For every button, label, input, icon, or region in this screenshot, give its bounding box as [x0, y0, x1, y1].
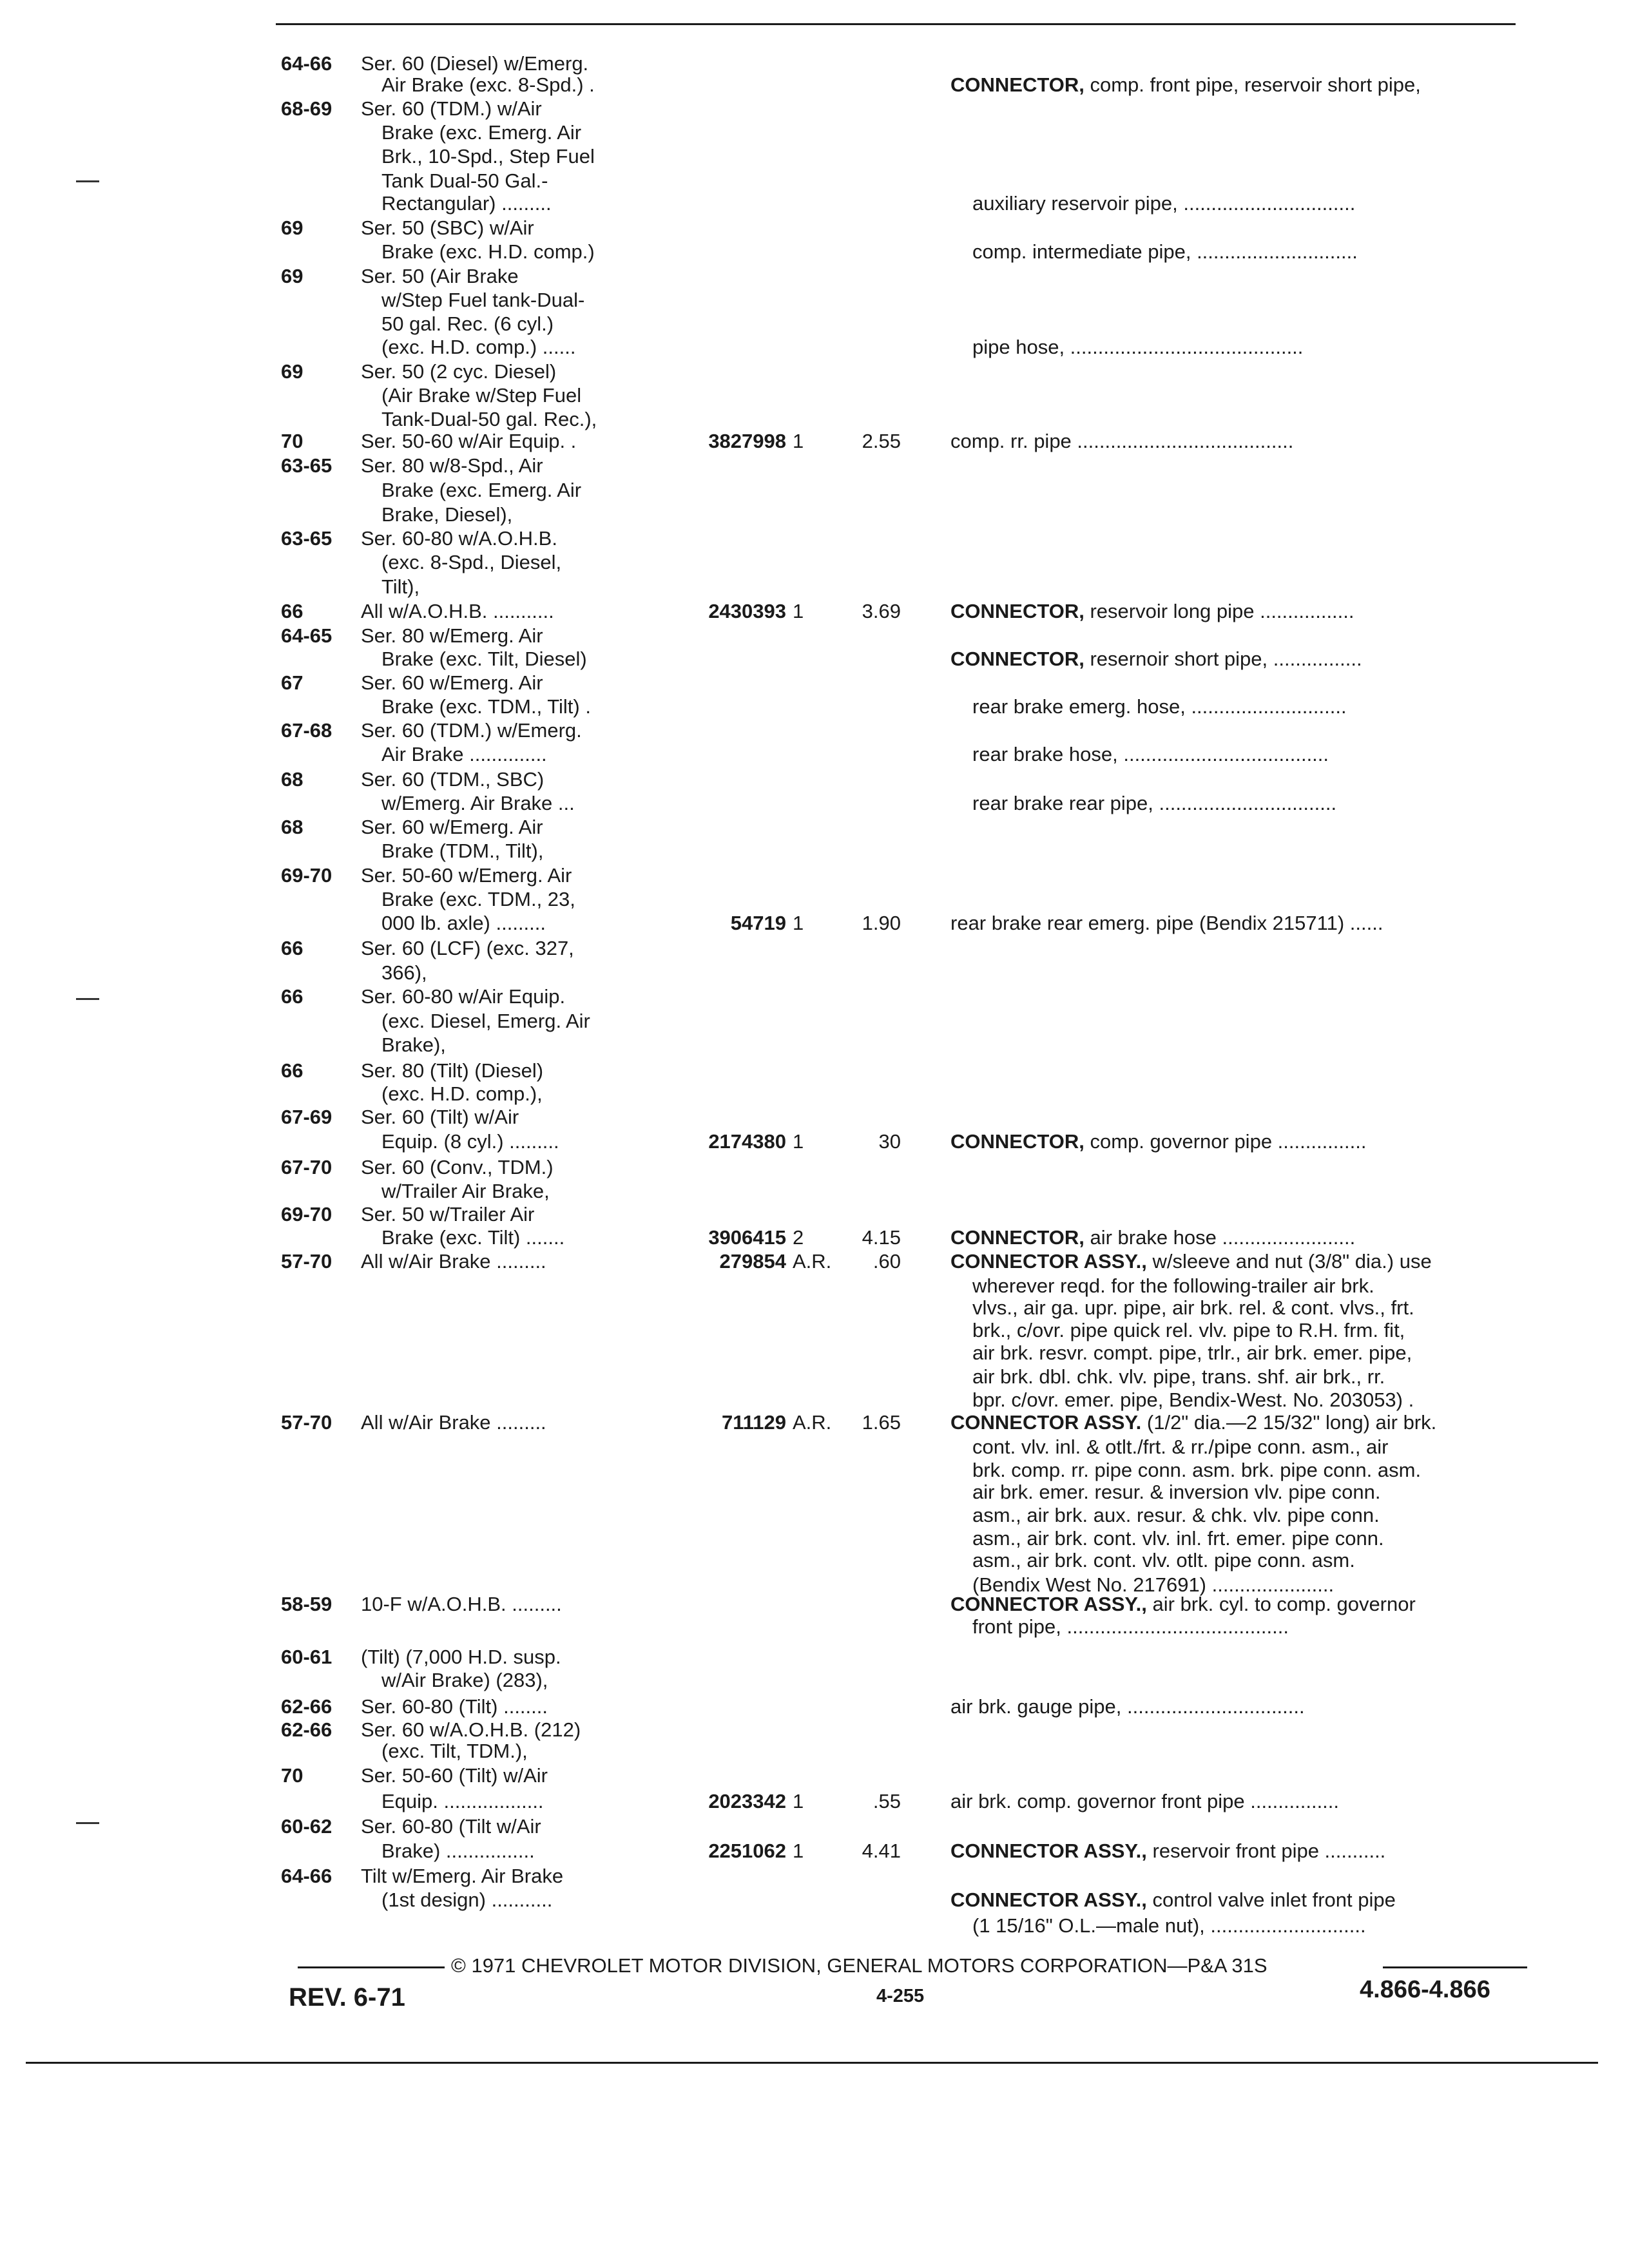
- part-name: CONNECTOR,: [950, 1130, 1090, 1153]
- part-description: [950, 1695, 1305, 1718]
- part-number: 711129: [721, 1411, 786, 1434]
- part-number: 54719: [730, 912, 786, 934]
- model-year: 64-65: [281, 624, 333, 647]
- application: Ser. 80 w/Emerg. Air: [361, 624, 543, 647]
- part-detail: w/sleeve and nut (3/8" dia.) use: [1152, 1250, 1432, 1273]
- footer-rule-right: [1383, 1966, 1527, 1968]
- application: Ser. 60 w/A.O.H.B. (212): [361, 1718, 581, 1741]
- copyright-line: © 1971 CHEVROLET MOTOR DIVISION, GENERAL MOTORS CORPORATION—P&A 31S: [451, 1954, 1268, 1977]
- application: Ser. 60-80 (Tilt) ........: [361, 1695, 548, 1718]
- quantity: 1: [793, 1790, 804, 1812]
- application: Ser. 60 (Diesel) w/Emerg.: [361, 52, 589, 75]
- part-detail: asm., air brk. aux. resur. & chk. vlv. pipe conn.: [972, 1504, 1380, 1526]
- application: Ser. 60-80 w/Air Equip.: [361, 985, 566, 1008]
- application: Air Brake ..............: [381, 743, 547, 765]
- application: Equip. (8 cyl.) .........: [381, 1130, 559, 1153]
- application: Brake (exc. TDM., Tilt) .: [381, 695, 591, 718]
- model-year: 69: [281, 360, 304, 383]
- part-detail: comp. intermediate pipe, .............................: [972, 240, 1358, 263]
- part-detail: cont. vlv. inl. & otlt./frt. & rr./pipe conn. asm., air: [972, 1436, 1389, 1458]
- part-detail: comp. rr. pipe .......................................: [950, 430, 1294, 452]
- application: Ser. 60 (TDM.) w/Air: [361, 97, 542, 120]
- price: .60: [872, 1250, 901, 1273]
- application: Brake (TDM., Tilt),: [381, 840, 544, 862]
- scan-mark: [76, 1822, 99, 1824]
- part-detail: vlvs., air ga. upr. pipe, air brk. rel. & cont. vlvs., frt.: [972, 1296, 1414, 1319]
- application: (exc. H.D. comp.) ......: [381, 336, 576, 358]
- model-year: 58-59: [281, 1593, 333, 1615]
- price: 4.15: [862, 1226, 901, 1249]
- part-description: [972, 335, 1303, 359]
- page-number: 4-255: [876, 1986, 925, 2006]
- application: Brk., 10-Spd., Step Fuel: [381, 145, 595, 168]
- model-year: 60-61: [281, 1646, 333, 1668]
- part-detail: air brk. gauge pipe, ................................: [950, 1695, 1305, 1718]
- part-name: CONNECTOR,: [950, 648, 1090, 670]
- part-description: [972, 1318, 1405, 1342]
- model-year: 57-70: [281, 1411, 333, 1434]
- model-year: 67-69: [281, 1106, 333, 1128]
- part-number: 2430393: [708, 600, 786, 622]
- top-rule: [276, 23, 1516, 25]
- model-year: 68-69: [281, 97, 333, 120]
- application: Ser. 60 w/Emerg. Air: [361, 671, 543, 694]
- application: Ser. 50-60 w/Air Equip. .: [361, 430, 577, 452]
- model-year: 67-68: [281, 719, 333, 742]
- part-name: CONNECTOR,: [950, 1226, 1090, 1249]
- application: Ser. 60 (LCF) (exc. 327,: [361, 937, 574, 959]
- part-description: [950, 599, 1354, 623]
- application: Ser. 50 (Air Brake: [361, 265, 519, 287]
- part-number: 279854: [719, 1250, 786, 1273]
- part-detail: air brake hose ........................: [1090, 1226, 1356, 1249]
- part-description: [972, 791, 1336, 815]
- part-description: [972, 742, 1329, 766]
- quantity: 1: [793, 912, 804, 934]
- application: Ser. 60-80 (Tilt w/Air: [361, 1815, 541, 1838]
- application: All w/A.O.H.B. ...........: [361, 600, 554, 622]
- part-description: [950, 1225, 1355, 1249]
- part-description: [972, 1365, 1385, 1389]
- part-detail: comp. governor pipe ................: [1090, 1130, 1367, 1153]
- part-description: [950, 1888, 1396, 1912]
- application: 50 gal. Rec. (6 cyl.): [381, 312, 554, 335]
- application: Ser. 60 w/Emerg. Air: [361, 816, 543, 838]
- part-name: CONNECTOR ASSY.,: [950, 1888, 1153, 1911]
- application: Ser. 50-60 w/Emerg. Air: [361, 864, 572, 887]
- part-detail: (Bendix West No. 217691) ......................: [972, 1573, 1335, 1596]
- part-detail: air brk. comp. governor front pipe ................: [950, 1790, 1340, 1812]
- part-detail: control valve inlet front pipe: [1152, 1888, 1396, 1911]
- part-detail: reservoir front pipe ...........: [1152, 1840, 1386, 1862]
- part-detail: air brk. dbl. chk. vlv. pipe, trans. shf. air brk., rr.: [972, 1365, 1385, 1388]
- part-detail: auxiliary reservoir pipe, ...............................: [972, 192, 1356, 215]
- part-name: CONNECTOR ASSY.,: [950, 1593, 1153, 1615]
- application: Brake (exc. Tilt) .......: [381, 1226, 565, 1249]
- part-detail: (1 15/16" O.L.—male nut), ............................: [972, 1914, 1366, 1937]
- part-description: [950, 1129, 1366, 1153]
- application: Brake (exc. Tilt, Diesel): [381, 648, 587, 670]
- part-detail: air brk. cyl. to comp. governor: [1152, 1593, 1416, 1615]
- application: Ser. 50 w/Trailer Air: [361, 1203, 535, 1225]
- part-name: CONNECTOR ASSY.,: [950, 1250, 1153, 1273]
- part-description: [972, 191, 1355, 215]
- application: Brake),: [381, 1033, 446, 1056]
- price: 1.65: [862, 1411, 901, 1434]
- part-description: [972, 1296, 1414, 1320]
- model-year: 69-70: [281, 864, 333, 887]
- part-description: [950, 1839, 1385, 1863]
- application: (exc. H.D. comp.),: [381, 1082, 543, 1105]
- model-year: 66: [281, 1059, 304, 1082]
- part-description: [972, 695, 1347, 718]
- part-description: [972, 1435, 1389, 1459]
- part-description: [972, 1526, 1384, 1550]
- application: (exc. Tilt, TDM.),: [381, 1740, 528, 1762]
- model-year: 66: [281, 985, 304, 1008]
- application: w/Air Brake) (283),: [381, 1669, 548, 1691]
- model-year: 62-66: [281, 1718, 333, 1741]
- model-year: 70: [281, 430, 304, 452]
- scan-mark: [76, 998, 99, 1000]
- model-year: 66: [281, 600, 304, 622]
- part-detail: brk. comp. rr. pipe conn. asm. brk. pipe conn. asm.: [972, 1459, 1422, 1481]
- application: Brake) ................: [381, 1840, 535, 1862]
- scan-mark: [76, 180, 99, 182]
- part-description: [950, 1592, 1416, 1616]
- application: All w/Air Brake .........: [361, 1250, 546, 1273]
- part-description: [950, 911, 1383, 935]
- model-year: 69: [281, 265, 304, 287]
- part-number: 3827998: [708, 430, 786, 452]
- part-detail: comp. front pipe, reservoir short pipe,: [1090, 73, 1421, 96]
- model-year: 67: [281, 671, 304, 694]
- part-detail: bpr. c/ovr. emer. pipe, Bendix-West. No. 203053) .: [972, 1389, 1414, 1411]
- part-description: [950, 429, 1293, 453]
- part-detail: rear brake rear pipe, ................................: [972, 792, 1337, 814]
- part-detail: brk., c/ovr. pipe quick rel. vlv. pipe to R.H. frm. fit,: [972, 1319, 1405, 1341]
- model-year: 69: [281, 216, 304, 239]
- part-detail: rear brake hose, .....................................: [972, 743, 1329, 765]
- revision-label: REV. 6-71: [289, 1983, 405, 2012]
- application: All w/Air Brake .........: [361, 1411, 546, 1434]
- application: Ser. 60 (TDM., SBC): [361, 768, 545, 791]
- part-description: [972, 1388, 1414, 1412]
- part-detail: air brk. emer. resur. & inversion vlv. pipe conn.: [972, 1481, 1381, 1503]
- application: Rectangular) .........: [381, 192, 552, 215]
- model-year: 69-70: [281, 1203, 333, 1225]
- application: Brake (exc. Emerg. Air: [381, 479, 582, 501]
- quantity: 1: [793, 1130, 804, 1153]
- application: Ser. 50 (SBC) w/Air: [361, 216, 534, 239]
- model-year: 57-70: [281, 1250, 333, 1273]
- part-name: CONNECTOR ASSY.,: [950, 1840, 1153, 1862]
- model-year: 63-65: [281, 527, 333, 550]
- application: 366),: [381, 961, 427, 984]
- quantity: A.R.: [793, 1411, 832, 1434]
- part-description: [950, 1789, 1339, 1813]
- application: Ser. 80 w/8-Spd., Air: [361, 454, 543, 477]
- part-name: CONNECTOR ASSY.: [950, 1411, 1147, 1434]
- part-description: [972, 1503, 1380, 1527]
- application: Ser. 60 (Tilt) w/Air: [361, 1106, 519, 1128]
- application: Ser. 80 (Tilt) (Diesel): [361, 1059, 544, 1082]
- bottom-rule: [26, 2062, 1598, 2064]
- model-year: 62-66: [281, 1695, 333, 1718]
- part-detail: asm., air brk. cont. vlv. inl. frt. emer. pipe conn.: [972, 1527, 1384, 1550]
- application: 000 lb. axle) .........: [381, 912, 546, 934]
- part-detail: rear brake emerg. hose, ............................: [972, 695, 1347, 718]
- application: w/Emerg. Air Brake ...: [381, 792, 575, 814]
- application: Ser. 50-60 (Tilt) w/Air: [361, 1764, 548, 1787]
- part-detail: air brk. resvr. compt. pipe, trlr., air brk. emer. pipe,: [972, 1341, 1412, 1364]
- quantity: 1: [793, 1840, 804, 1862]
- application: Brake, Diesel),: [381, 503, 513, 526]
- part-description: [972, 1914, 1366, 1937]
- footer-rule-left: [298, 1966, 445, 1968]
- part-description: [972, 1548, 1355, 1572]
- model-year: 64-66: [281, 1865, 333, 1887]
- part-detail: resernoir short pipe, ................: [1090, 648, 1362, 670]
- application: Tilt w/Emerg. Air Brake: [361, 1865, 564, 1887]
- part-detail: front pipe, ........................................: [972, 1615, 1289, 1638]
- application: (exc. 8-Spd., Diesel,: [381, 551, 562, 573]
- application: (1st design) ...........: [381, 1888, 553, 1911]
- application: Tank Dual-50 Gal.-: [381, 169, 548, 192]
- quantity: 2: [793, 1226, 804, 1249]
- application: Ser. 60-80 w/A.O.H.B.: [361, 527, 557, 550]
- quantity: A.R.: [793, 1250, 832, 1273]
- application: Brake (exc. TDM., 23,: [381, 888, 575, 910]
- price: 30: [878, 1130, 901, 1153]
- section-range: 4.866-4.866: [1360, 1976, 1490, 2003]
- part-detail: wherever reqd. for the following-trailer air brk.: [972, 1274, 1374, 1297]
- application: Brake (exc. H.D. comp.): [381, 240, 595, 263]
- application: (Air Brake w/Step Fuel: [381, 384, 582, 407]
- part-name: CONNECTOR,: [950, 600, 1090, 622]
- model-year: 68: [281, 768, 304, 791]
- application: 10-F w/A.O.H.B. .........: [361, 1593, 562, 1615]
- price: 4.41: [862, 1840, 901, 1862]
- price: 3.69: [862, 600, 901, 622]
- part-description: [972, 1480, 1380, 1504]
- part-number: 2251062: [708, 1840, 786, 1862]
- part-number: 2174380: [708, 1130, 786, 1153]
- price: 2.55: [862, 430, 901, 452]
- model-year: 67-70: [281, 1156, 333, 1178]
- part-number: 2023342: [708, 1790, 786, 1812]
- model-year: 66: [281, 937, 304, 959]
- application: Equip. ..................: [381, 1790, 544, 1812]
- model-year: 64-66: [281, 52, 333, 75]
- part-detail: pipe hose, ..........................................: [972, 336, 1304, 358]
- part-description: [972, 1341, 1412, 1365]
- part-detail: reservoir long pipe .................: [1090, 600, 1354, 622]
- application: Ser. 60 (TDM.) w/Emerg.: [361, 719, 582, 742]
- part-detail: asm., air brk. cont. vlv. otlt. pipe conn. asm.: [972, 1549, 1355, 1571]
- quantity: 1: [793, 430, 804, 452]
- application: Ser. 60 (Conv., TDM.): [361, 1156, 554, 1178]
- model-year: 63-65: [281, 454, 333, 477]
- part-description: [950, 73, 1421, 97]
- part-description: [972, 1458, 1421, 1482]
- model-year: 68: [281, 816, 304, 838]
- application: w/Trailer Air Brake,: [381, 1180, 550, 1202]
- quantity: 1: [793, 600, 804, 622]
- application: Brake (exc. Emerg. Air: [381, 121, 582, 144]
- part-description: [950, 1410, 1436, 1434]
- part-description: [950, 1249, 1432, 1273]
- price: 1.90: [862, 912, 901, 934]
- application: Ser. 50 (2 cyc. Diesel): [361, 360, 557, 383]
- model-year: 60-62: [281, 1815, 333, 1838]
- part-description: [972, 1274, 1374, 1298]
- part-detail: (1/2" dia.—2 15/32" long) air brk.: [1146, 1411, 1437, 1434]
- part-description: [972, 1615, 1289, 1639]
- part-detail: rear brake rear emerg. pipe (Bendix 215711) ......: [950, 912, 1383, 934]
- application: w/Step Fuel tank-Dual-: [381, 289, 585, 311]
- application: Tilt),: [381, 575, 420, 598]
- application: (exc. Diesel, Emerg. Air: [381, 1010, 590, 1032]
- price: .55: [872, 1790, 901, 1812]
- part-name: CONNECTOR,: [950, 73, 1090, 96]
- model-year: 70: [281, 1764, 304, 1787]
- application: Tank-Dual-50 gal. Rec.),: [381, 408, 597, 430]
- part-description: [950, 647, 1362, 671]
- application: Air Brake (exc. 8-Spd.) .: [381, 73, 595, 96]
- part-description: [972, 240, 1358, 264]
- part-number: 3906415: [708, 1226, 786, 1249]
- application: (Tilt) (7,000 H.D. susp.: [361, 1646, 561, 1668]
